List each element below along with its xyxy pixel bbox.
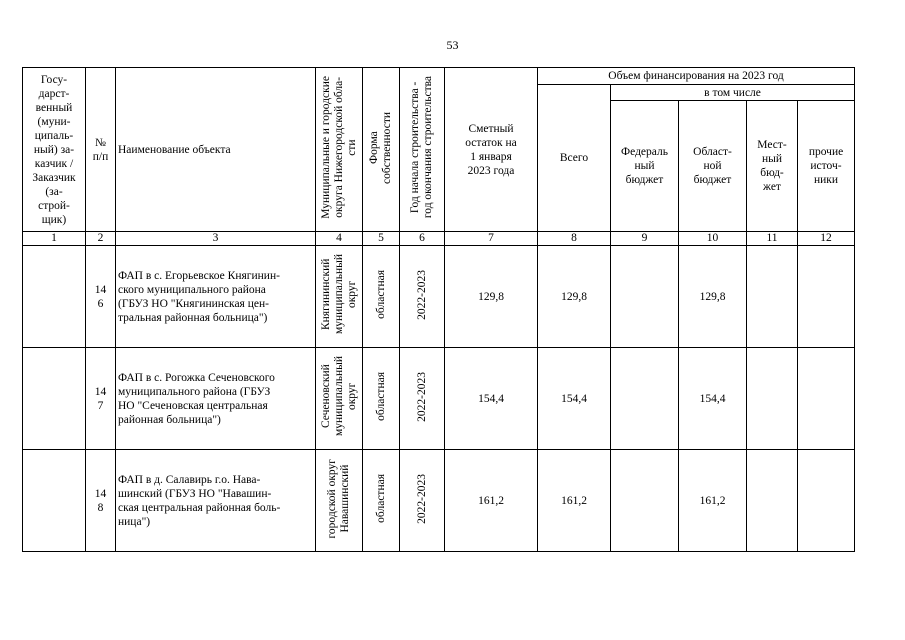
cell-municipality: [316, 450, 363, 552]
column-number: 5: [363, 232, 400, 246]
cell-total: 161,2: [538, 450, 611, 552]
cell-customer: [23, 348, 86, 450]
cell-row-number: 14 8: [86, 450, 116, 552]
cell-local: [747, 348, 798, 450]
cell-row-number: 14 7: [86, 348, 116, 450]
header-object-name: Наименование объекта: [116, 68, 316, 232]
cell-municipality: [316, 246, 363, 348]
cell-total: 154,4: [538, 348, 611, 450]
cell-ownership-text: областная: [374, 372, 387, 421]
column-number: 6: [400, 232, 445, 246]
financing-table: [22, 67, 855, 552]
cell-ownership: [363, 450, 400, 552]
header-regional: Област- ной бюджет: [679, 101, 747, 232]
header-federal: Федераль ный бюджет: [611, 101, 679, 232]
cell-object-name: ФАП в с. Рогожка Сеченовского муниципального района (ГБУЗ НО "Сеченовская центральная районная больница"): [116, 348, 316, 450]
page-number: 53: [446, 38, 459, 52]
cell-estimate: 154,4: [445, 348, 538, 450]
cell-municipality: [316, 348, 363, 450]
cell-other: [798, 450, 855, 552]
header-local: Мест- ный бюд- жет: [747, 101, 798, 232]
cell-years: [400, 450, 445, 552]
header-row-number: № п/п: [86, 68, 116, 232]
cell-ownership: [363, 348, 400, 450]
cell-total: 129,8: [538, 246, 611, 348]
cell-regional: 161,2: [679, 450, 747, 552]
cell-object-name: ФАП в с. Егорьевское Княгинин- ского муниципального района (ГБУЗ НО "Княгининская цен- тральная районная больница"): [116, 246, 316, 348]
cell-years-text: 2022-2023: [415, 473, 428, 524]
cell-customer: [23, 246, 86, 348]
header-municipality: [316, 68, 363, 232]
cell-federal: [611, 450, 679, 552]
header-funding-group: Объем финансирования на 2023 год: [538, 68, 855, 85]
cell-other: [798, 246, 855, 348]
header-customer: Госу- дарст- венный (муни- ципаль- ный) за- казчик / Заказчик (за- строй- щик): [23, 68, 86, 232]
cell-years-text: 2022-2023: [415, 371, 428, 422]
header-other: прочие источ- ники: [798, 101, 855, 232]
cell-years-text: 2022-2023: [415, 269, 428, 320]
header-total: Всего: [538, 85, 611, 232]
header-years: [400, 68, 445, 232]
column-number: 8: [538, 232, 611, 246]
cell-municipality-text: Сеченовский муниципальный округ: [319, 356, 358, 437]
table-row: [23, 348, 855, 450]
column-number: 4: [316, 232, 363, 246]
column-number: 11: [747, 232, 798, 246]
column-number: 3: [116, 232, 316, 246]
cell-object-name: ФАП в д. Салавирь г.о. Нава- шинский (ГБУЗ НО "Навашин- ская центральная районная боль- ница"): [116, 450, 316, 552]
cell-federal: [611, 348, 679, 450]
header-including: в том числе: [611, 85, 855, 101]
cell-regional: 154,4: [679, 348, 747, 450]
cell-municipality-text: городской округ Навашинский: [326, 458, 351, 539]
header-estimate-balance: Сметный остаток на 1 января 2023 года: [445, 68, 538, 232]
header-years-text: Год начала строительства - год окончания строительства: [409, 76, 434, 219]
header-ownership: [363, 68, 400, 232]
cell-ownership-text: областная: [374, 270, 387, 319]
header-municipality-text: Муниципальные и городские округа Нижегородской обла- сти: [319, 76, 358, 219]
cell-other: [798, 348, 855, 450]
column-number-row: [23, 232, 855, 246]
column-number: 1: [23, 232, 86, 246]
cell-customer: [23, 450, 86, 552]
cell-ownership: [363, 246, 400, 348]
header-ownership-text: Форма собственности: [368, 111, 393, 184]
cell-estimate: 161,2: [445, 450, 538, 552]
cell-estimate: 129,8: [445, 246, 538, 348]
column-number: 2: [86, 232, 116, 246]
cell-federal: [611, 246, 679, 348]
cell-years: [400, 348, 445, 450]
cell-row-number: 14 6: [86, 246, 116, 348]
cell-local: [747, 450, 798, 552]
column-number: 10: [679, 232, 747, 246]
cell-years: [400, 246, 445, 348]
column-number: 12: [798, 232, 855, 246]
table-row: [23, 246, 855, 348]
column-number: 7: [445, 232, 538, 246]
cell-municipality-text: Княгининский муниципальный округ: [319, 254, 358, 335]
cell-local: [747, 246, 798, 348]
cell-ownership-text: областная: [374, 474, 387, 523]
column-number: 9: [611, 232, 679, 246]
table-row: [23, 450, 855, 552]
cell-regional: 129,8: [679, 246, 747, 348]
